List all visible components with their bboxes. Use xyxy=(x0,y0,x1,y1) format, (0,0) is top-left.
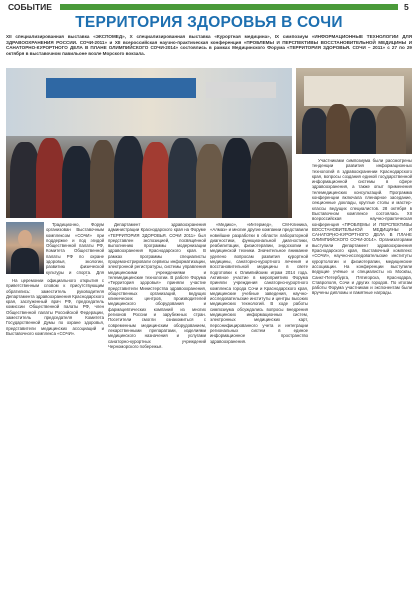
person-figure xyxy=(62,146,92,218)
photo-crowd xyxy=(6,131,292,218)
portrait-suit xyxy=(11,248,39,274)
photo-banner xyxy=(46,78,196,98)
person-figure xyxy=(326,104,350,154)
photo-banner-secondary xyxy=(206,82,276,98)
person-figure xyxy=(302,108,328,154)
article-column-1b xyxy=(6,278,104,596)
article-title: ТЕРРИТОРИЯ ЗДОРОВЬЯ В СОЧИ xyxy=(75,14,343,31)
event-photo-main xyxy=(6,68,292,218)
person-figure xyxy=(350,108,376,154)
person-figure xyxy=(196,144,224,218)
person-figure xyxy=(36,138,64,218)
article-column-1a xyxy=(46,222,104,276)
header-stripe xyxy=(60,4,398,10)
event-photo-secondary xyxy=(296,68,412,154)
person-figure xyxy=(222,138,252,218)
photo-panel xyxy=(304,76,404,106)
person-figure xyxy=(114,136,144,218)
article-column-3 xyxy=(210,222,308,596)
article-paragraph: «Медико», «Интермед», СМ-Клиника, «Алмаз» и многие другие компании представили новейшие разработки в области лабораторной диагностики, функциональной диагностики, реабилитации, физиотерапии, эндоскопии и медицинской техники. Значительное внимание уделено вопросам развития курортной медицины, санаторно-курортного лечения и восстановительной медицины в свете подготовки к Олимпийским играм 2014 года. Активное участие в мероприятиях Форума приняли учреждения санаторно-курортного комплекса города Сочи и Краснодарского края, медицинские учебные заведения, научно-исследовательские институты и центры высоких медицинских технологий. В ходе работы симпозиума обсуждались вопросы внедрения медицинских информационных систем, электронных медицинских карт, персонифицированного учета и интеграции региональных систем в единое информационное пространство здравоохранения. xyxy=(210,222,308,344)
article-column-4 xyxy=(312,158,412,596)
article-paragraph: На церемонии официального открытия с приветственным словом к присутствующим обратились: заместитель руководителя Департамента здравоохранения Краснодарского края, заслуженный врач РФ, председатель комиссии Общественной палаты РФ, член Общественной палаты Российской Федерации, заместитель председателя Комитета Государственной Думы по охране здоровья, представители медицинских ассоциаций и Выставочного комплекса «СОЧИ». xyxy=(6,278,104,336)
article-paragraph: Участниками симпозиума были рассмотрены тенденции развития информационных технологий в здравоохранении Краснодарского края, вопросы создания единой государственной информационной системы в сфере здравоохранения, а также опыт применения телемедицинских консультаций. Программа конференции включала пленарное заседание, секционные доклады, круглые столы и мастер-классы ведущих специалистов. 28 октября в Выставочном комплексе состоялась XII всероссийская научно-практическая конференция «ПРОБЛЕМЫ И ПЕРСПЕКТИВЫ ВОССТАНОВИТЕЛЬНОЙ МЕДИЦИНЫ И САНАТОРНО-КУРОРТНОГО ДЕЛА В ПЛАНЕ ОЛИМПИЙСКОГО СОЧИ-2014». Организаторами выступили Департамент здравоохранения Краснодарского края, Выставочный комплекс «СОЧИ», научно-исследовательские институты курортологии и физиотерапии, медицинские ассоциации. На конференции выступили ведущие учёные и специалисты из Москвы, Санкт-Петербурга, Пятигорска, Краснодара, Ставрополя, Сочи и других городов. По итогам работы Форума участникам и экспонентам были вручены дипломы и памятные награды. xyxy=(312,158,412,296)
person-figure xyxy=(250,142,288,218)
person-figure xyxy=(142,142,170,218)
section-label: СОБЫТИЕ xyxy=(0,2,60,12)
portrait-head xyxy=(18,230,32,247)
article-column-2 xyxy=(108,222,206,596)
page-number: 5 xyxy=(404,2,409,12)
article-paragraph: Традиционно, Форум организован Выставочным комплексом «СОЧИ» при поддержке и под эгидой Общественной палаты РФ, Комитета Общественной палаты РФ по охране здоровья, экологии, развитию физической культуры и спорта. Для xyxy=(46,222,104,275)
page-header xyxy=(0,0,418,14)
portrait-photo xyxy=(6,222,44,274)
article-paragraph: Департамент здравоохранения администрации Краснодарского края на Форуме «ТЕРРИТОРИЯ ЗДОРОВЬЯ. СОЧИ 2011» был представлен экспозицией, посвящённой выполнению программы модернизации здравоохранения Краснодарского края. В рамках программы специалисты продемонстрировали сервисы информатизации, электронной регистратуры, системы управления медицинскими учреждениями и телемедицинские технологии. В работе Форума «Территория здоровья» приняли участие представители Министерства здравоохранения, общественных организаций, ведущих клинических центров, производителей медицинского оборудования и фармацевтических компаний из многих регионов России и зарубежных стран. Посетители смогли ознакомиться с современным медицинским оборудованием, лекарственными препаратами, изделиями медицинского назначения и услугами санаторно-курортных учреждений Черноморского побережья. xyxy=(108,222,206,349)
person-figure xyxy=(376,106,406,154)
person-figure xyxy=(168,138,198,218)
person-figure xyxy=(90,140,116,218)
article-lead: XII специализированная выставка «ЭКСПОМЕД», X специализированная выставка «Курортная медицина», IX симпозиум «ИНФОРМАЦИОННЫЕ ТЕХНОЛОГИИ ДЛЯ ЗДРАВООХРАНЕНИЯ РОССИИ. СОЧИ-2011» и XII всероссийская научно-практическая конференция «ПРОБЛЕМЫ И ПЕРСПЕКТИВЫ ВОССТАНОВИТЕЛЬНОЙ МЕДИЦИНЫ И САНАТОРНО-КУРОРТНОГО ДЕЛА В ПЛАНЕ ОЛИМПИЙСКОГО СОЧИ-2014» состоялись в рамках Медицинского Форума «ТЕРРИТОРИЯ ЗДОРОВЬЯ. СОЧИ – 2011» с 27 по 29 октября в выставочном павильоне возле Морского вокзала. xyxy=(6,34,412,56)
